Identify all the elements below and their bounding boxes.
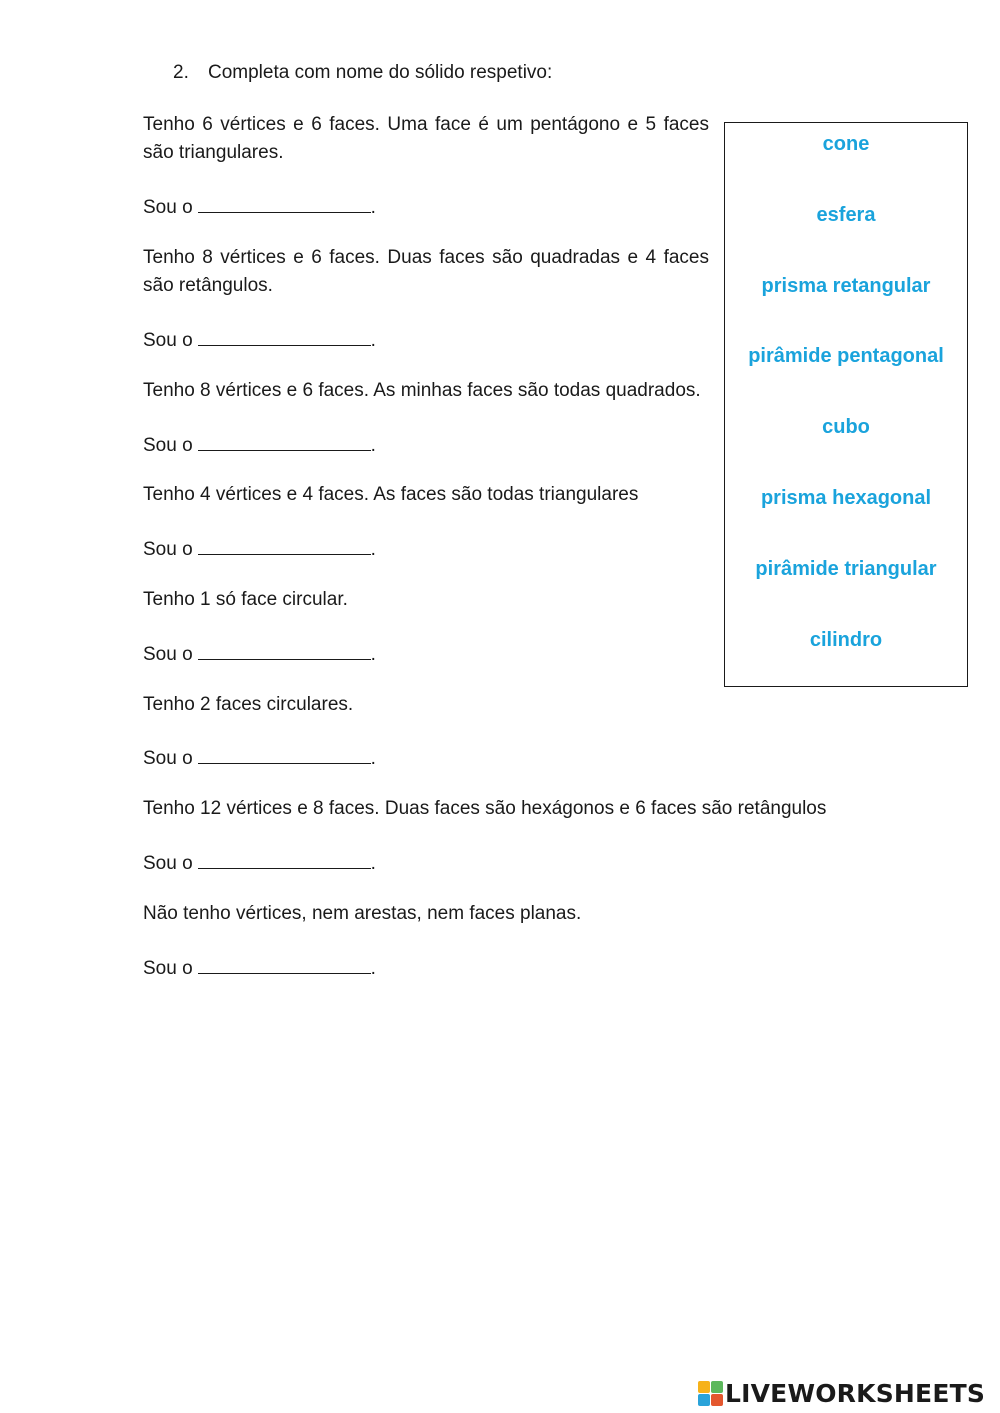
liveworksheets-brand: [698, 1378, 985, 1408]
answer-prefix: Sou o: [143, 539, 193, 560]
answer-prefix: Sou o: [143, 853, 193, 874]
word-bank-box: [724, 122, 968, 687]
answer-suffix: .: [370, 853, 376, 874]
word-bank-item[interactable]: prisma retangular: [761, 275, 931, 297]
answer-suffix: .: [370, 539, 376, 560]
riddle-text: Tenho 6 vértices e 6 faces. Uma face é um pentágono e 5 faces são triangulares.: [143, 114, 709, 163]
answer-line: [143, 327, 376, 353]
question-header: [173, 61, 552, 85]
answer-line: [143, 194, 376, 220]
answer-blank[interactable]: [198, 850, 371, 869]
liveworksheets-logo-icon: [698, 1381, 722, 1405]
answer-prefix: Sou o: [143, 958, 193, 979]
riddle-text: Tenho 8 vértices e 6 faces. Duas faces são quadradas e 4 faces são retângulos.: [143, 247, 709, 296]
riddle-text: Tenho 1 só face circular.: [143, 589, 348, 610]
answer-suffix: .: [370, 644, 376, 665]
answer-blank[interactable]: [198, 641, 371, 660]
answer-blank[interactable]: [198, 536, 371, 555]
word-bank-item[interactable]: pirâmide pentagonal: [748, 345, 944, 367]
answer-prefix: Sou o: [143, 748, 193, 769]
answer-line: [143, 432, 376, 458]
word-bank-item[interactable]: esfera: [816, 204, 876, 226]
answer-suffix: .: [370, 748, 376, 769]
word-bank-item[interactable]: cubo: [822, 416, 870, 438]
answer-suffix: .: [370, 197, 376, 218]
brand-name: LIVEWORKSHEETS: [725, 1378, 986, 1408]
answer-line: [143, 850, 376, 876]
answer-prefix: Sou o: [143, 197, 193, 218]
riddle-text: Tenho 4 vértices e 4 faces. As faces são todas triangulares: [143, 484, 639, 505]
riddle-text: Tenho 8 vértices e 6 faces. As minhas faces são todas quadrados.: [143, 380, 701, 401]
question-number: 2.: [173, 62, 189, 83]
answer-suffix: .: [370, 330, 376, 351]
riddle-text: Tenho 2 faces circulares.: [143, 694, 354, 715]
word-bank-item[interactable]: cone: [822, 133, 870, 155]
answer-blank[interactable]: [198, 194, 371, 213]
answer-prefix: Sou o: [143, 644, 193, 665]
answer-prefix: Sou o: [143, 330, 193, 351]
answer-line: [143, 745, 376, 771]
answer-blank[interactable]: [198, 432, 371, 451]
answer-blank[interactable]: [198, 327, 371, 346]
answer-blank[interactable]: [198, 955, 371, 974]
answer-suffix: .: [370, 435, 376, 456]
word-bank-item[interactable]: cilindro: [809, 629, 883, 651]
answer-blank[interactable]: [198, 745, 371, 764]
answer-line: [143, 536, 376, 562]
riddle-text: Tenho 12 vértices e 8 faces. Duas faces são hexágonos e 6 faces são retângulos: [143, 798, 827, 819]
question-instruction: Completa com nome do sólido respetivo:: [208, 62, 553, 83]
riddle-text: Não tenho vértices, nem arestas, nem faces planas.: [143, 903, 582, 924]
answer-suffix: .: [370, 958, 376, 979]
word-bank-item[interactable]: prisma hexagonal: [760, 487, 932, 509]
word-bank-item[interactable]: pirâmide triangular: [755, 558, 937, 580]
answer-line: [143, 641, 376, 667]
answer-prefix: Sou o: [143, 435, 193, 456]
answer-line: [143, 955, 376, 981]
